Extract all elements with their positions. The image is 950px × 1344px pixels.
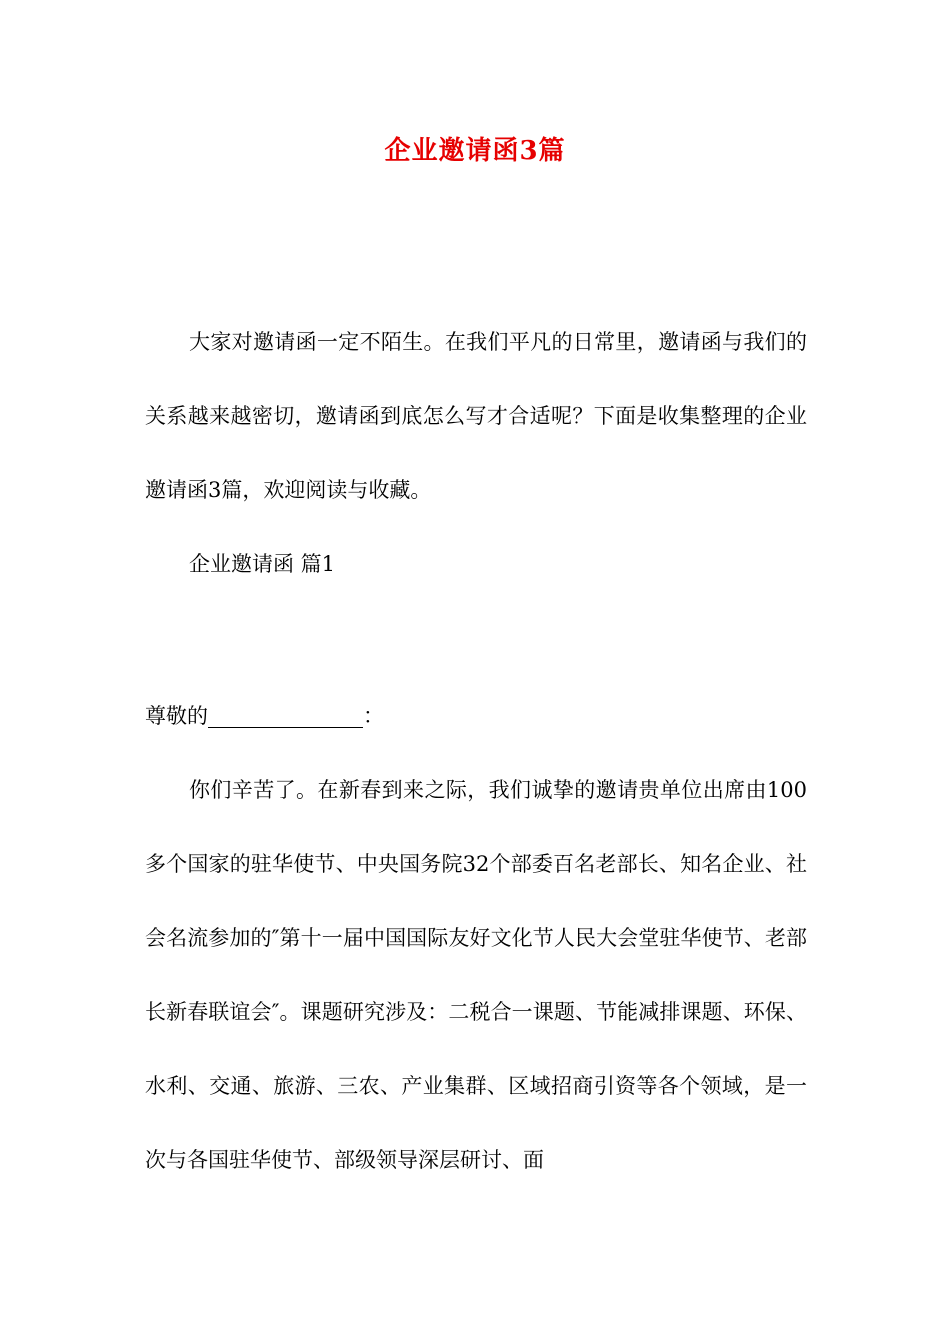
recipient-blank [208, 726, 363, 728]
salutation-line [145, 679, 807, 753]
document-title: 企业邀请函3篇 [384, 136, 566, 166]
salutation-prefix: 尊敬的 [145, 704, 208, 728]
section-heading: 企业邀请函 篇1 [189, 552, 336, 576]
letter-body-paragraph: 你们辛苦了。在新春到来之际，我们诚挚的邀请贵单位出席由100多个国家的驻华使节、中央国务院32个部委百名老部长、知名企业、社会名流参加的″第十一届中国国际友好文化节人民大会堂驻华使节、老部长新春联谊会″。课题研究涉及：二税合一课题、节能减排课题、环保、水利、交通、旅游、三农、产业集群、区域招商引资等各个领域，是一次与各国驻华使节、部级领导深层研讨、面 [145, 778, 807, 1172]
intro-paragraph: 大家对邀请函一定不陌生。在我们平凡的日常里，邀请函与我们的关系越来越密切，邀请函到底怎么写才合适呢？下面是收集整理的企业邀请函3篇，欢迎阅读与收藏。 [145, 330, 807, 502]
salutation-suffix: ： [363, 704, 384, 728]
